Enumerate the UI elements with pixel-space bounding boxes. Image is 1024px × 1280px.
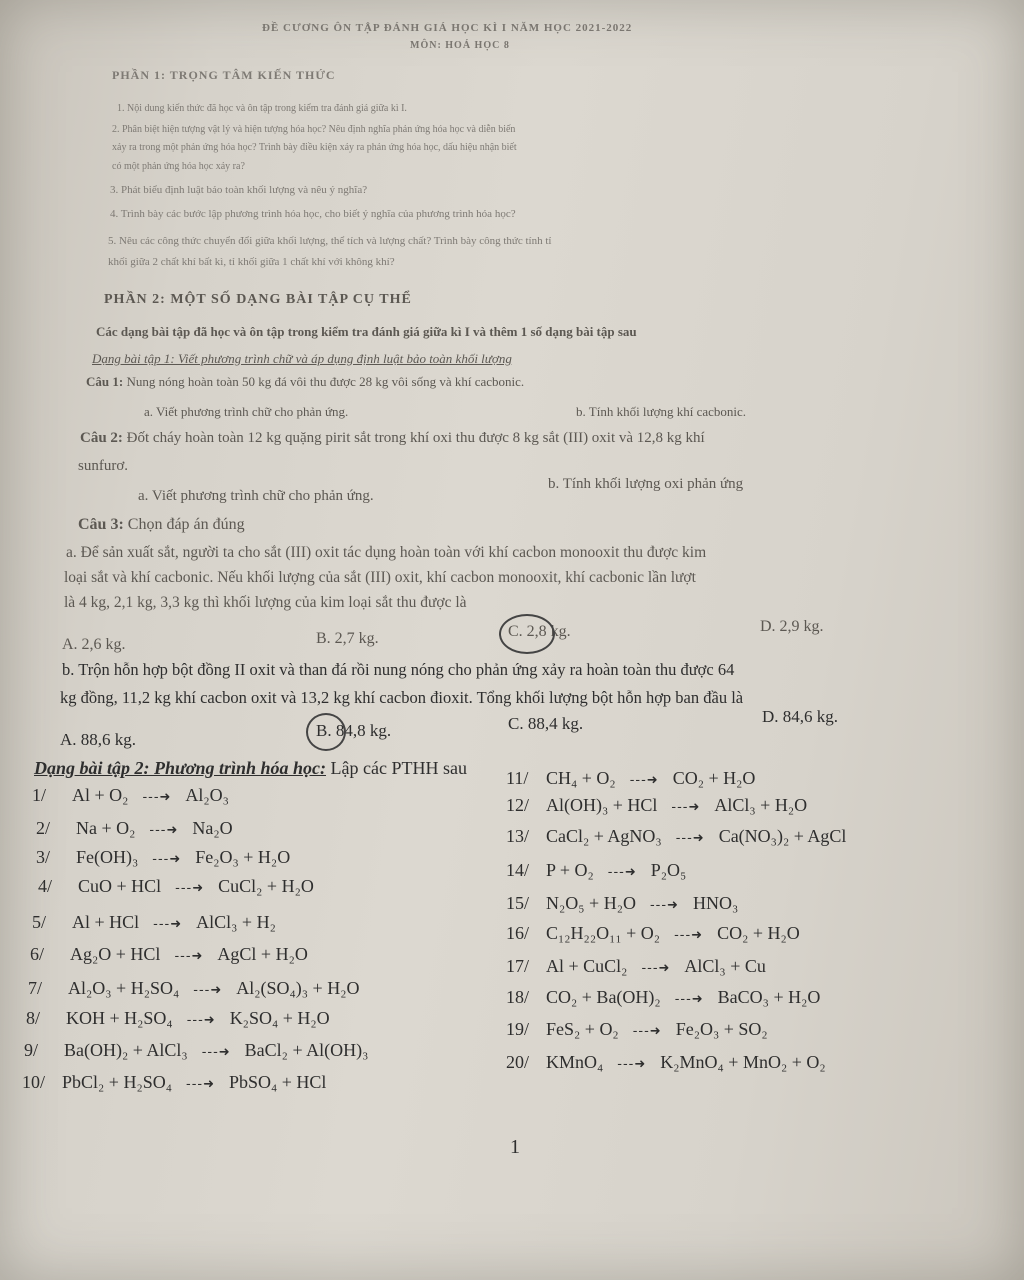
question-3a-line: là 4 kg, 2,1 kg, 3,3 kg thì khối lượng của kim loại sắt thu được là <box>64 594 467 611</box>
equation-number: 10/ <box>22 1072 46 1092</box>
equation-row <box>506 923 800 944</box>
equation-reactants: FeS₂ + O₂ <box>546 1019 619 1039</box>
reaction-arrow: ---➜ <box>607 865 637 880</box>
equation-reactants: KMnO₄ <box>546 1052 604 1072</box>
equation-number: 17/ <box>506 956 530 976</box>
equation-row <box>506 795 807 816</box>
reaction-arrow: ---➜ <box>149 823 179 838</box>
equation-reactants: Al + CuCl₂ <box>546 956 628 976</box>
equation-number: 1/ <box>32 785 47 805</box>
equation-products: K₂MnO₄ + MnO₂ + O₂ <box>660 1052 826 1072</box>
reaction-arrow: ---➜ <box>152 852 182 867</box>
equation-products: BaCO₃ + H₂O <box>717 987 821 1007</box>
equation-number: 9/ <box>24 1040 39 1060</box>
equation-row <box>506 956 766 977</box>
question-3b-line: kg đồng, 11,2 kg khí cacbon oxit và 13,2 kg khí cacbon đioxit. Tổng khối lượng bột hỗn hợp ban đầu là <box>60 688 744 707</box>
question-3 <box>78 516 245 534</box>
equation-row <box>30 944 308 965</box>
part1-item: khối giữa 2 chất khí bất kì, tỉ khối giữa 1 chất khí với không khí? <box>108 256 395 268</box>
equation-number: 18/ <box>506 987 530 1007</box>
equation-reactants: CO₂ + Ba(OH)₂ <box>546 987 661 1007</box>
reaction-arrow: ---➜ <box>193 983 223 998</box>
question-2b: b. Tính khối lượng oxi phản ứng <box>548 476 744 492</box>
equation-products: Al₂O₃ <box>185 785 229 805</box>
question-3b-line: b. Trộn hỗn hợp bột đồng II oxit và than đá rồi nung nóng cho phản ứng xảy ra hoàn toàn thu được 64 <box>62 660 735 679</box>
equation-products: HNO₃ <box>692 893 739 913</box>
equation-number: 11/ <box>506 768 529 788</box>
question-1a: a. Viết phương trình chữ cho phản ứng. <box>144 404 349 419</box>
equation-row <box>32 912 276 933</box>
answer-option-d[interactable]: D. 2,9 kg. <box>760 618 824 635</box>
equation-number: 16/ <box>506 923 530 943</box>
equation-reactants: Na + O₂ <box>76 818 136 838</box>
answer-option-b[interactable]: B. 2,7 kg. <box>316 630 379 647</box>
equation-reactants: N₂O₅ + H₂O <box>546 893 636 913</box>
equation-row <box>24 1040 368 1061</box>
equation-products: AlCl₃ + H₂ <box>196 912 276 932</box>
equation-number: 14/ <box>506 860 530 880</box>
reaction-arrow: ---➜ <box>186 1077 215 1092</box>
part1-heading: PHẦN 1: TRỌNG TÂM KIẾN THỨC <box>112 68 336 82</box>
equation-reactants: P + O₂ <box>546 860 594 880</box>
equation-row <box>506 1052 826 1073</box>
equation-reactants: PbCl₂ + H₂SO₄ <box>62 1072 173 1092</box>
equation-reactants: Ag₂O + HCl <box>70 944 161 964</box>
equation-reactants: Al + HCl <box>72 912 140 932</box>
part1-item: 4. Trình bày các bước lập phương trình hóa học, cho biết ý nghĩa của phương trình hóa học? <box>110 208 516 220</box>
equation-row <box>506 826 846 847</box>
selected-answer-circle <box>499 614 555 654</box>
equation-reactants: CaCl₂ + AgNO₃ <box>546 826 662 846</box>
part1-item: 5. Nêu các công thức chuyển đổi giữa khối lượng, thể tích và lượng chất? Trình bày công thức tính tỉ <box>108 235 552 247</box>
equation-row <box>506 768 755 789</box>
equation-number: 7/ <box>28 978 43 998</box>
part2-intro: Các dạng bài tập đã học và ôn tập trong kiểm tra đánh giá giữa kì I và thêm 1 số dạng bài tập sau <box>96 324 637 339</box>
equation-products: CuCl₂ + H₂O <box>218 876 314 896</box>
equation-products: K₂SO₄ + H₂O <box>229 1008 330 1028</box>
equation-number: 4/ <box>38 876 53 896</box>
equation-products: CO₂ + H₂O <box>717 923 800 943</box>
equation-reactants: Al₂O₃ + H₂SO₄ <box>68 978 180 998</box>
reaction-arrow: ---➜ <box>629 773 659 788</box>
question-3a-line: a. Để sản xuất sắt, người ta cho sắt (III) oxit tác dụng hoàn toàn với khí cacbon monooxit thu được kim <box>66 544 707 561</box>
reaction-arrow: ---➜ <box>674 992 704 1007</box>
answer-option-b[interactable]: B. 84,8 kg. <box>316 721 392 740</box>
equation-row <box>22 1072 326 1093</box>
equation-number: 12/ <box>506 795 530 815</box>
selected-answer-circle <box>306 713 346 751</box>
equation-products: Al₂(SO₄)₃ + H₂O <box>236 978 360 998</box>
equation-number: 3/ <box>36 847 51 867</box>
document-title: ĐỀ CƯƠNG ÔN TẬP ĐÁNH GIÁ HỌC KÌ I NĂM HỌC 2021-2022 <box>262 22 633 34</box>
equation-products: P₂O₅ <box>650 860 687 880</box>
question-2 <box>80 430 705 447</box>
reaction-arrow: ---➜ <box>675 831 705 846</box>
equation-reactants: KOH + H₂SO₄ <box>66 1008 173 1028</box>
reaction-arrow: ---➜ <box>186 1013 216 1028</box>
answer-option-d[interactable]: D. 84,6 kg. <box>762 707 839 726</box>
equation-products: BaCl₂ + Al(OH)₃ <box>244 1040 369 1060</box>
equation-number: 5/ <box>32 912 47 932</box>
reaction-arrow: ---➜ <box>671 800 701 815</box>
equation-products: AlCl₃ + Cu <box>684 956 766 976</box>
answer-option-c[interactable]: C. 2,8 kg. <box>508 623 571 640</box>
equation-reactants: CH₄ + O₂ <box>546 768 616 788</box>
reaction-arrow: ---➜ <box>142 790 172 805</box>
part1-item: 1. Nội dung kiến thức đã học và ôn tập trong kiểm tra đánh giá giữa kì I. <box>117 103 407 114</box>
reaction-arrow: ---➜ <box>175 881 205 896</box>
question-2a: a. Viết phương trình chữ cho phản ứng. <box>138 488 374 504</box>
answer-option-a[interactable]: A. 2,6 kg. <box>62 636 126 653</box>
question-label: Câu 2: <box>80 430 123 446</box>
part1-item: có một phản ứng hóa học xảy ra? <box>112 161 245 172</box>
question-1 <box>86 374 524 390</box>
equation-products: AlCl₃ + H₂O <box>714 795 808 815</box>
question-label: Câu 1: <box>86 374 124 389</box>
equation-row <box>506 893 738 914</box>
equation-row <box>36 847 290 868</box>
question-text: Nung nóng hoàn toàn 50 kg đá vôi thu được 28 kg vôi sống và khí cacbonic. <box>123 374 525 389</box>
equation-row <box>32 785 229 806</box>
question-2-cont: sunfurơ. <box>78 458 129 474</box>
question-3a-line: loại sắt và khí cacbonic. Nếu khối lượng của sắt (III) oxit, khí cacbon monooxit, khí cacbonic lần lượt <box>64 569 696 586</box>
equation-number: 19/ <box>506 1019 530 1039</box>
equation-reactants: Fe(OH)₃ <box>76 847 139 867</box>
exercise-type1-heading: Dạng bài tập 1: Viết phương trình chữ và áp dụng định luật bảo toàn khối lượng <box>92 351 512 366</box>
question-1b: b. Tính khối lượng khí cacbonic. <box>576 404 747 419</box>
equation-row <box>28 978 359 999</box>
page-number: 1 <box>510 1136 520 1158</box>
equation-reactants: C₁₂H₂₂O₁₁ + O₂ <box>546 923 661 943</box>
answer-option-a[interactable]: A. 88,6 kg. <box>60 730 137 749</box>
type2-label: Dạng bài tập 2: Phương trình hóa học: <box>34 758 326 778</box>
document-subject: MÔN: HOÁ HỌC 8 <box>410 40 510 51</box>
question-text: Đốt cháy hoàn toàn 12 kg quặng pirit sắt trong khí oxi thu được 8 kg sắt (III) oxit và 12,8 kg khí <box>122 430 705 446</box>
reaction-arrow: ---➜ <box>632 1024 662 1039</box>
equation-row <box>506 860 686 881</box>
type2-instruction: Lập các PTHH sau <box>326 758 467 778</box>
equation-products: Fe₂O₃ + H₂O <box>195 847 291 867</box>
equation-number: 6/ <box>30 944 45 964</box>
equation-row <box>26 1008 330 1029</box>
equation-row <box>506 987 820 1008</box>
reaction-arrow: ---➜ <box>674 928 704 943</box>
reaction-arrow: ---➜ <box>649 898 679 913</box>
equation-row <box>506 1019 768 1040</box>
equation-reactants: CuO + HCl <box>78 876 162 896</box>
reaction-arrow: ---➜ <box>174 949 204 964</box>
equation-number: 8/ <box>26 1008 41 1028</box>
exercise-type2-heading <box>34 758 467 779</box>
equation-reactants: Ba(OH)₂ + AlCl₃ <box>64 1040 188 1060</box>
equation-row <box>38 876 314 897</box>
answer-option-c[interactable]: C. 88,4 kg. <box>508 714 584 733</box>
equation-products: AgCl + H₂O <box>217 944 308 964</box>
reaction-arrow: ---➜ <box>617 1057 647 1072</box>
equation-reactants: Al(OH)₃ + HCl <box>546 795 658 815</box>
part2-heading: PHẦN 2: MỘT SỐ DẠNG BÀI TẬP CỤ THỂ <box>104 292 412 307</box>
equation-number: 13/ <box>506 826 530 846</box>
equation-number: 20/ <box>506 1052 530 1072</box>
part1-item: xảy ra trong một phản ứng hóa học? Trình bày điều kiện xảy ra phản ứng hóa học, dấu hiệu nhận biết <box>112 142 517 153</box>
reaction-arrow: ---➜ <box>201 1045 231 1060</box>
equation-products: Ca(NO₃)₂ + AgCl <box>718 826 847 846</box>
equation-products: Fe₂O₃ + SO₂ <box>675 1019 768 1039</box>
equation-products: Na₂O <box>192 818 233 838</box>
equation-products: CO₂ + H₂O <box>672 768 756 788</box>
question-label: Câu 3: <box>78 516 124 533</box>
equation-row <box>36 818 233 839</box>
part1-item: 3. Phát biểu định luật bảo toàn khối lượng và nêu ý nghĩa? <box>110 184 368 196</box>
reaction-arrow: ---➜ <box>641 961 671 976</box>
equation-reactants: Al + O₂ <box>72 785 129 805</box>
reaction-arrow: ---➜ <box>153 917 183 932</box>
equation-number: 2/ <box>36 818 51 838</box>
equation-number: 15/ <box>506 893 530 913</box>
question-text: Chọn đáp án đúng <box>123 516 245 533</box>
equation-products: PbSO₄ + HCl <box>228 1072 327 1092</box>
part1-item: 2. Phân biệt hiện tượng vật lý và hiện tượng hóa học? Nêu định nghĩa phản ứng hóa học và diễn biến <box>112 124 516 135</box>
